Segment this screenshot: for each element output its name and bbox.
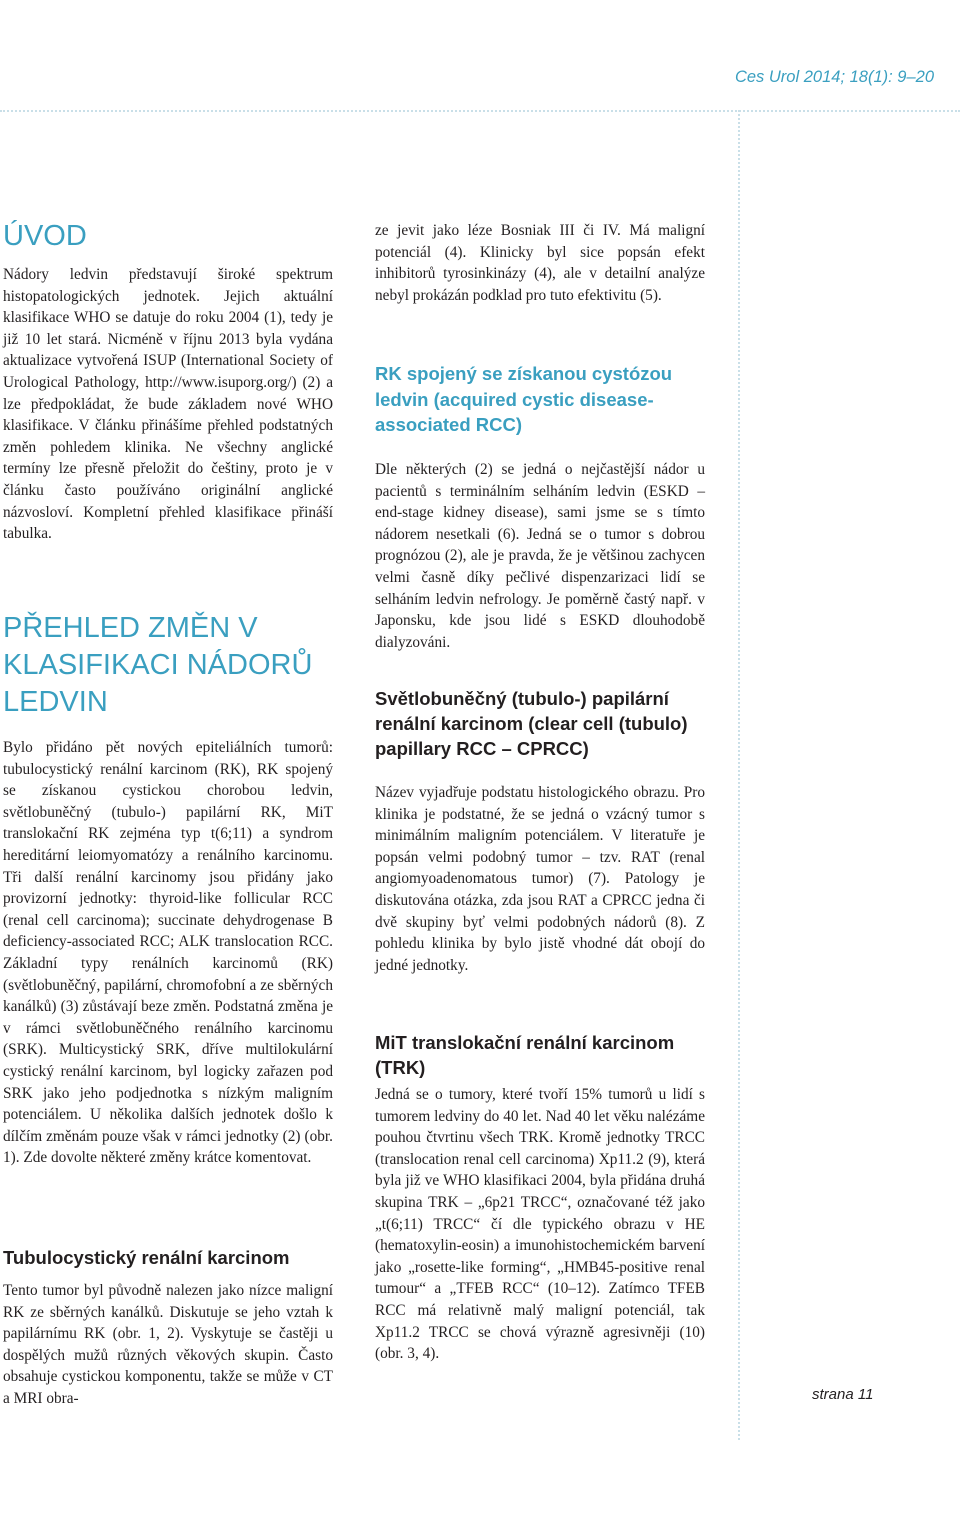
- subheading-acquired-cystic: RK spojený se získanou cystózou ledvin (acquired cystic disease-associated RCC): [375, 363, 673, 435]
- page-number: strana 11: [812, 1386, 874, 1403]
- section-heading-prehled: PŘEHLED ZMĚN V KLASIFIKACI NÁDORŮ LEDVIN: [3, 612, 313, 718]
- continued-paragraph: ze jevit jako léze Bosniak III či IV. Má maligní potenciál (4). Klinicky byl sice popsán efekt inhibitorů tyrosinkinázy (4), ale v detailní analýze nebyl prokázán podklad pro tuto efektivitu (5).: [375, 222, 705, 304]
- journal-citation: Ces Urol 2014; 18(1): 9–20: [734, 68, 934, 86]
- subheading-trk: MiT translokační renální karcinom (TRK): [375, 1032, 675, 1078]
- cprcc-paragraph: Název vyjadřuje podstatu histologického obrazu. Pro klinika je podstatné, že se jedná o vzácný tumor s minimálním maligním potenciálem. V literatuře je popsán velmi podobný tumor – tzv. RAT (renal angiomyoadenomatous tumor) (7). Patology je diskutována otázka, zda jsou RAT a CPRCC jedna či dvě skupiny byť velmi podobných nádorů (8). Z pohledu klinika by bylo jistě vhodné dát obojí do jedné jednotky.: [375, 784, 705, 974]
- tubulocystic-paragraph: Tento tumor byl původně nalezen jako nízce maligní RK ze sběrných kanálků. Diskutuje se jeho vztah k papilárnímu RK (obr. 1, 2). Vyskytuje se častěji u dospělých mužů různých věkových skupin. Často obsahuje cystickou komponentu, takže se může v CT a MRI obra-: [3, 1282, 333, 1407]
- subheading-tubulocystic: Tubulocystický renální karcinom: [3, 1247, 290, 1268]
- acquired-cystic-paragraph: Dle některých (2) se jedná o nejčastější nádor u pacientů s terminálním selháním ledvin (ESKD – end-stage kidney disease), sami jsme se s tímto nádorem nesetkali (6). Jedná se o tumor s dobrou prognózou (2), ale je pravda, že je většinou zachycen velmi časně díky pečlivé dispenzarizaci lidí se selháním ledvin nefrology. Je poměrně častý např. v Japonsku, kde jsou lidé s ESKD dlouhodobě dialyzováni.: [375, 461, 705, 651]
- subheading-cprcc: Světlobuněčný (tubulo-) papilární renální karcinom (clear cell (tubulo) papillary RCC – CPRCC): [375, 688, 688, 759]
- margin-divider: [738, 110, 740, 1440]
- prehled-paragraph: Bylo přidáno pět nových epiteliálních tumorů: tubulocystický renální karcinom (RK), RK spojený se získanou cystickou chorobou ledvin, světlobuněčný (tubulo-) papilární RK, MiT translokační RK zejména typ t(6;11) a syndrom hereditární leiomyomatózy a renálního karcinomu. Tři další renální karcinomy jsou přidány jako provizorní jednotky: thyroid-like follicular RCC (renal cell carcinoma); succinate dehydrogenase B deficiency-associated RCC; ALK translocation RCC. Základní typy renálních karcinomů (RK) (světlobuněčný, papilární, chromofobní a ze sběrných kanálků) (3) zůstávají beze změn. Podstatná změna je v rámci světlobuněčného renálního karcinomu (SRK). Multicystický SRK, dříve multilokulární cystický renální karcinom, byl logicky zařazen pod SRK jako jeho podjednotka s nízkým maligním potenciálem. U několika dalších jednotek došlo k dílčím změnám pouze však v rámci jednotky (2) (obr. 1). Zde dovolte některé změny krátce komentovat.: [3, 739, 333, 1167]
- uvod-paragraph: Nádory ledvin představují široké spektrum histopatologických jednotek. Jejich aktuální klasifikace WHO se datuje do roku 2004 (1), tedy je již 10 let stará. Nicméně v říjnu 2013 byla vydána aktualizace vytvořená ISUP (International Society of Urological Pathology, http://www.isuporg.org/) (2) a lze předpokládat, že bude základem nové WHO klasifikace. V článku přinášíme přehled podstatných změn pohledem klinika. Ne všechny anglické termíny lze přesně přeložit do češtiny, proto je v článku často používáno originální anglické názvosloví. Kompletní přehled klasifikace přináší tabulka.: [3, 266, 333, 543]
- section-heading-uvod: ÚVOD: [3, 220, 87, 252]
- header-divider: [0, 110, 960, 112]
- trk-paragraph: Jedná se o tumory, které tvoří 15% tumorů u lidí s tumorem ledviny do 40 let. Nad 40 let věku nalézáme pouhou čtvrtinu všech TRK. Kromě jednotky TRCC (translocation renal cell carcinoma) Xp11.2 (9), která byla již ve WHO klasifikaci 2004, byla přidána druhá skupina TRK – „6p21 TRCC“, označované též jako „t(6;11) TRCC“ čí dle typického obrazu v HE (hematoxylin-eosin) a imunohistochemickém barvení jako „rosette-like forming“, „HMB45-positive renal tumour“ a „TFEB RCC“ (10–12). Zatímco TFEB RCC má relativně malý maligní potenciál, tak Xp11.2 TRCC se chová výrazně agresivněji (10) (obr. 3, 4).: [375, 1086, 705, 1363]
